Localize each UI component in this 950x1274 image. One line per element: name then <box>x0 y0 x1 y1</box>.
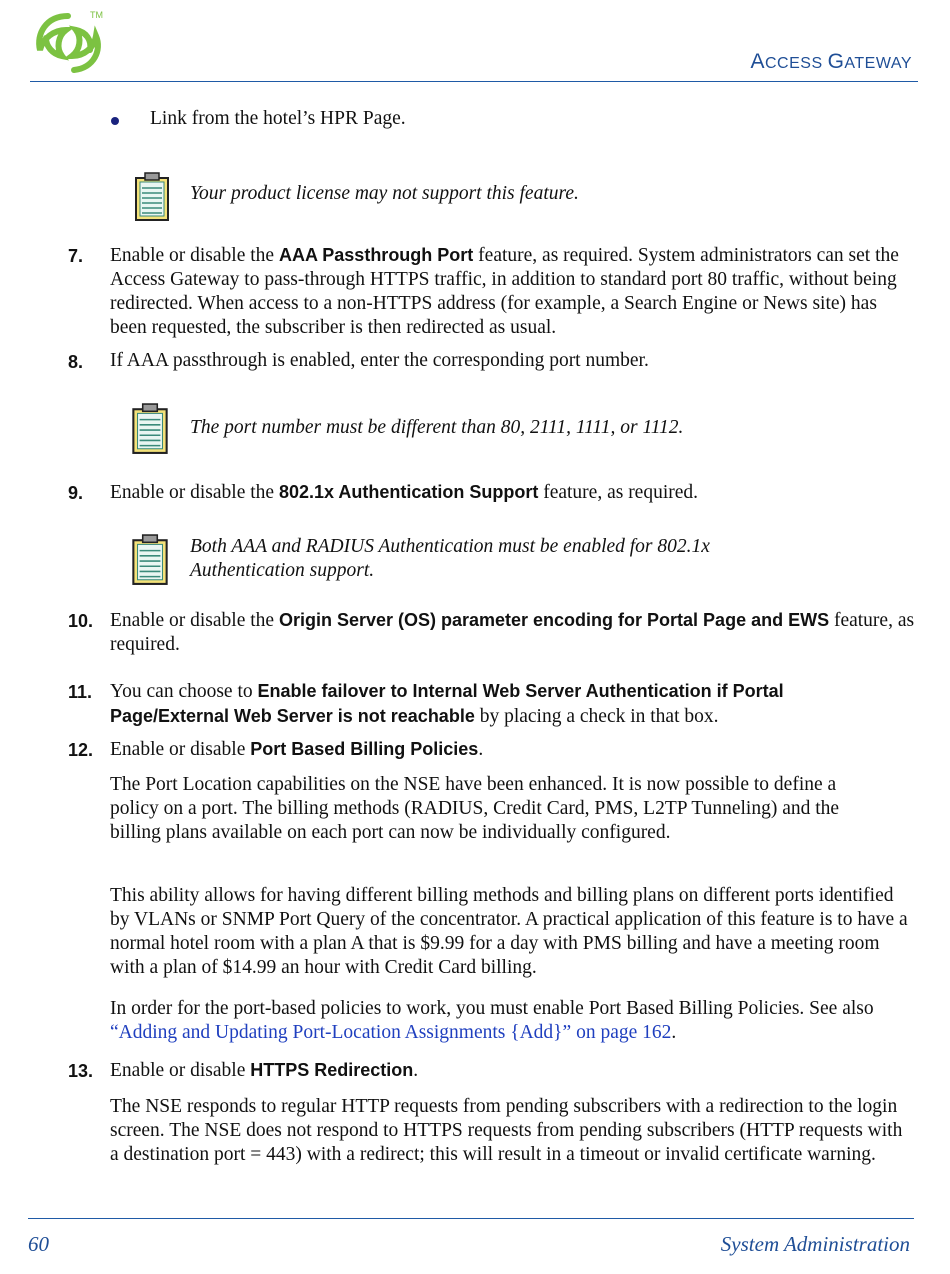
step-12-para-3: In order for the port-based policies to work, you must enable Port Based Billing Policies. See also “Adding and Updating Port-Location Assignments {Add}” on page 162. <box>110 998 874 1043</box>
step-11-number: 11. <box>68 682 93 702</box>
bullet-item: Link from the hotel’s HPR Page. <box>150 108 406 129</box>
step-10-number: 10. <box>68 611 94 631</box>
cross-reference-link[interactable]: “Adding and Updating Port-Location Assignments {Add}” on page 162 <box>110 1022 672 1043</box>
step-9-number: 9. <box>68 483 84 503</box>
footer-section-title: System Administration <box>720 1232 910 1256</box>
step-12-text: Enable or disable Port Based Billing Policies. <box>110 739 484 760</box>
notepad-icon <box>131 534 169 591</box>
header-rule <box>30 81 918 82</box>
step-13-text: Enable or disable HTTPS Redirection. <box>110 1060 419 1081</box>
step-7-number: 7. <box>68 246 84 266</box>
step-13-para-1: The NSE responds to regular HTTP requests from pending subscribers with a redirection to the login screen. The NSE does not respond to HTTPS requests from pending subscribers (HTTP requests with a destination port = 443) with a redirect; this will result in a timeout or invalid certificate warning. <box>110 1096 903 1165</box>
step-11-text: You can choose to Enable failover to Internal Web Server Authentication if Portal Page/External Web Server is not reachable by placing a check in that box. <box>110 681 784 727</box>
note-license: Your product license may not support this feature. <box>190 183 579 204</box>
step-12-para-2: This ability allows for having different billing methods and billing plans on different ports identified by VLANs or SNMP Port Query of the concentrator. A practical application of this feature is to have a normal hotel room with a plan A that is $9.99 for a day with PMS billing and have a meeting room with a plan of $14.99 an hour with Credit Card billing. <box>110 885 908 978</box>
bullet-dot <box>111 117 119 125</box>
notepad-icon <box>131 403 169 460</box>
step-7-text: Enable or disable the AAA Passthrough Port feature, as required. System administrators can set the Access Gateway to pass-through HTTPS traffic, in addition to standard port 80 traffic, without being redirected. When access to a non-HTTPS address (for example, a Search Engine or News site) has been requested, the subscriber is then redirected as usual. <box>110 245 899 338</box>
note-auth: Both AAA and RADIUS Authentication must be enabled for 802.1x Authentication support. <box>190 536 710 581</box>
step-9-text: Enable or disable the 802.1x Authentication Support feature, as required. <box>110 482 699 503</box>
step-8-text: If AAA passthrough is enabled, enter the corresponding port number. <box>110 350 649 371</box>
note-port: The port number must be different than 80, 2111, 1111, or 1112. <box>190 417 684 438</box>
footer-rule <box>28 1218 914 1219</box>
page-number: 60 <box>28 1232 49 1256</box>
step-13-number: 13. <box>68 1061 94 1081</box>
step-12-number: 12. <box>68 740 94 760</box>
step-12-para-1: The Port Location capabilities on the NSE have been enhanced. It is now possible to define a policy on a port. The billing methods (RADIUS, Credit Card, PMS, L2TP Tunneling) and the billing plans available on each port can now be individually configured. <box>110 774 840 843</box>
step-8-number: 8. <box>68 352 84 372</box>
company-logo-icon <box>28 8 108 78</box>
notepad-icon <box>134 172 170 227</box>
trademark-mark: TM <box>90 10 103 20</box>
step-10-text: Enable or disable the Origin Server (OS) parameter encoding for Portal Page and EWS feature, as required. <box>110 610 915 655</box>
header-title: ACCESS GATEWAY <box>750 50 912 73</box>
